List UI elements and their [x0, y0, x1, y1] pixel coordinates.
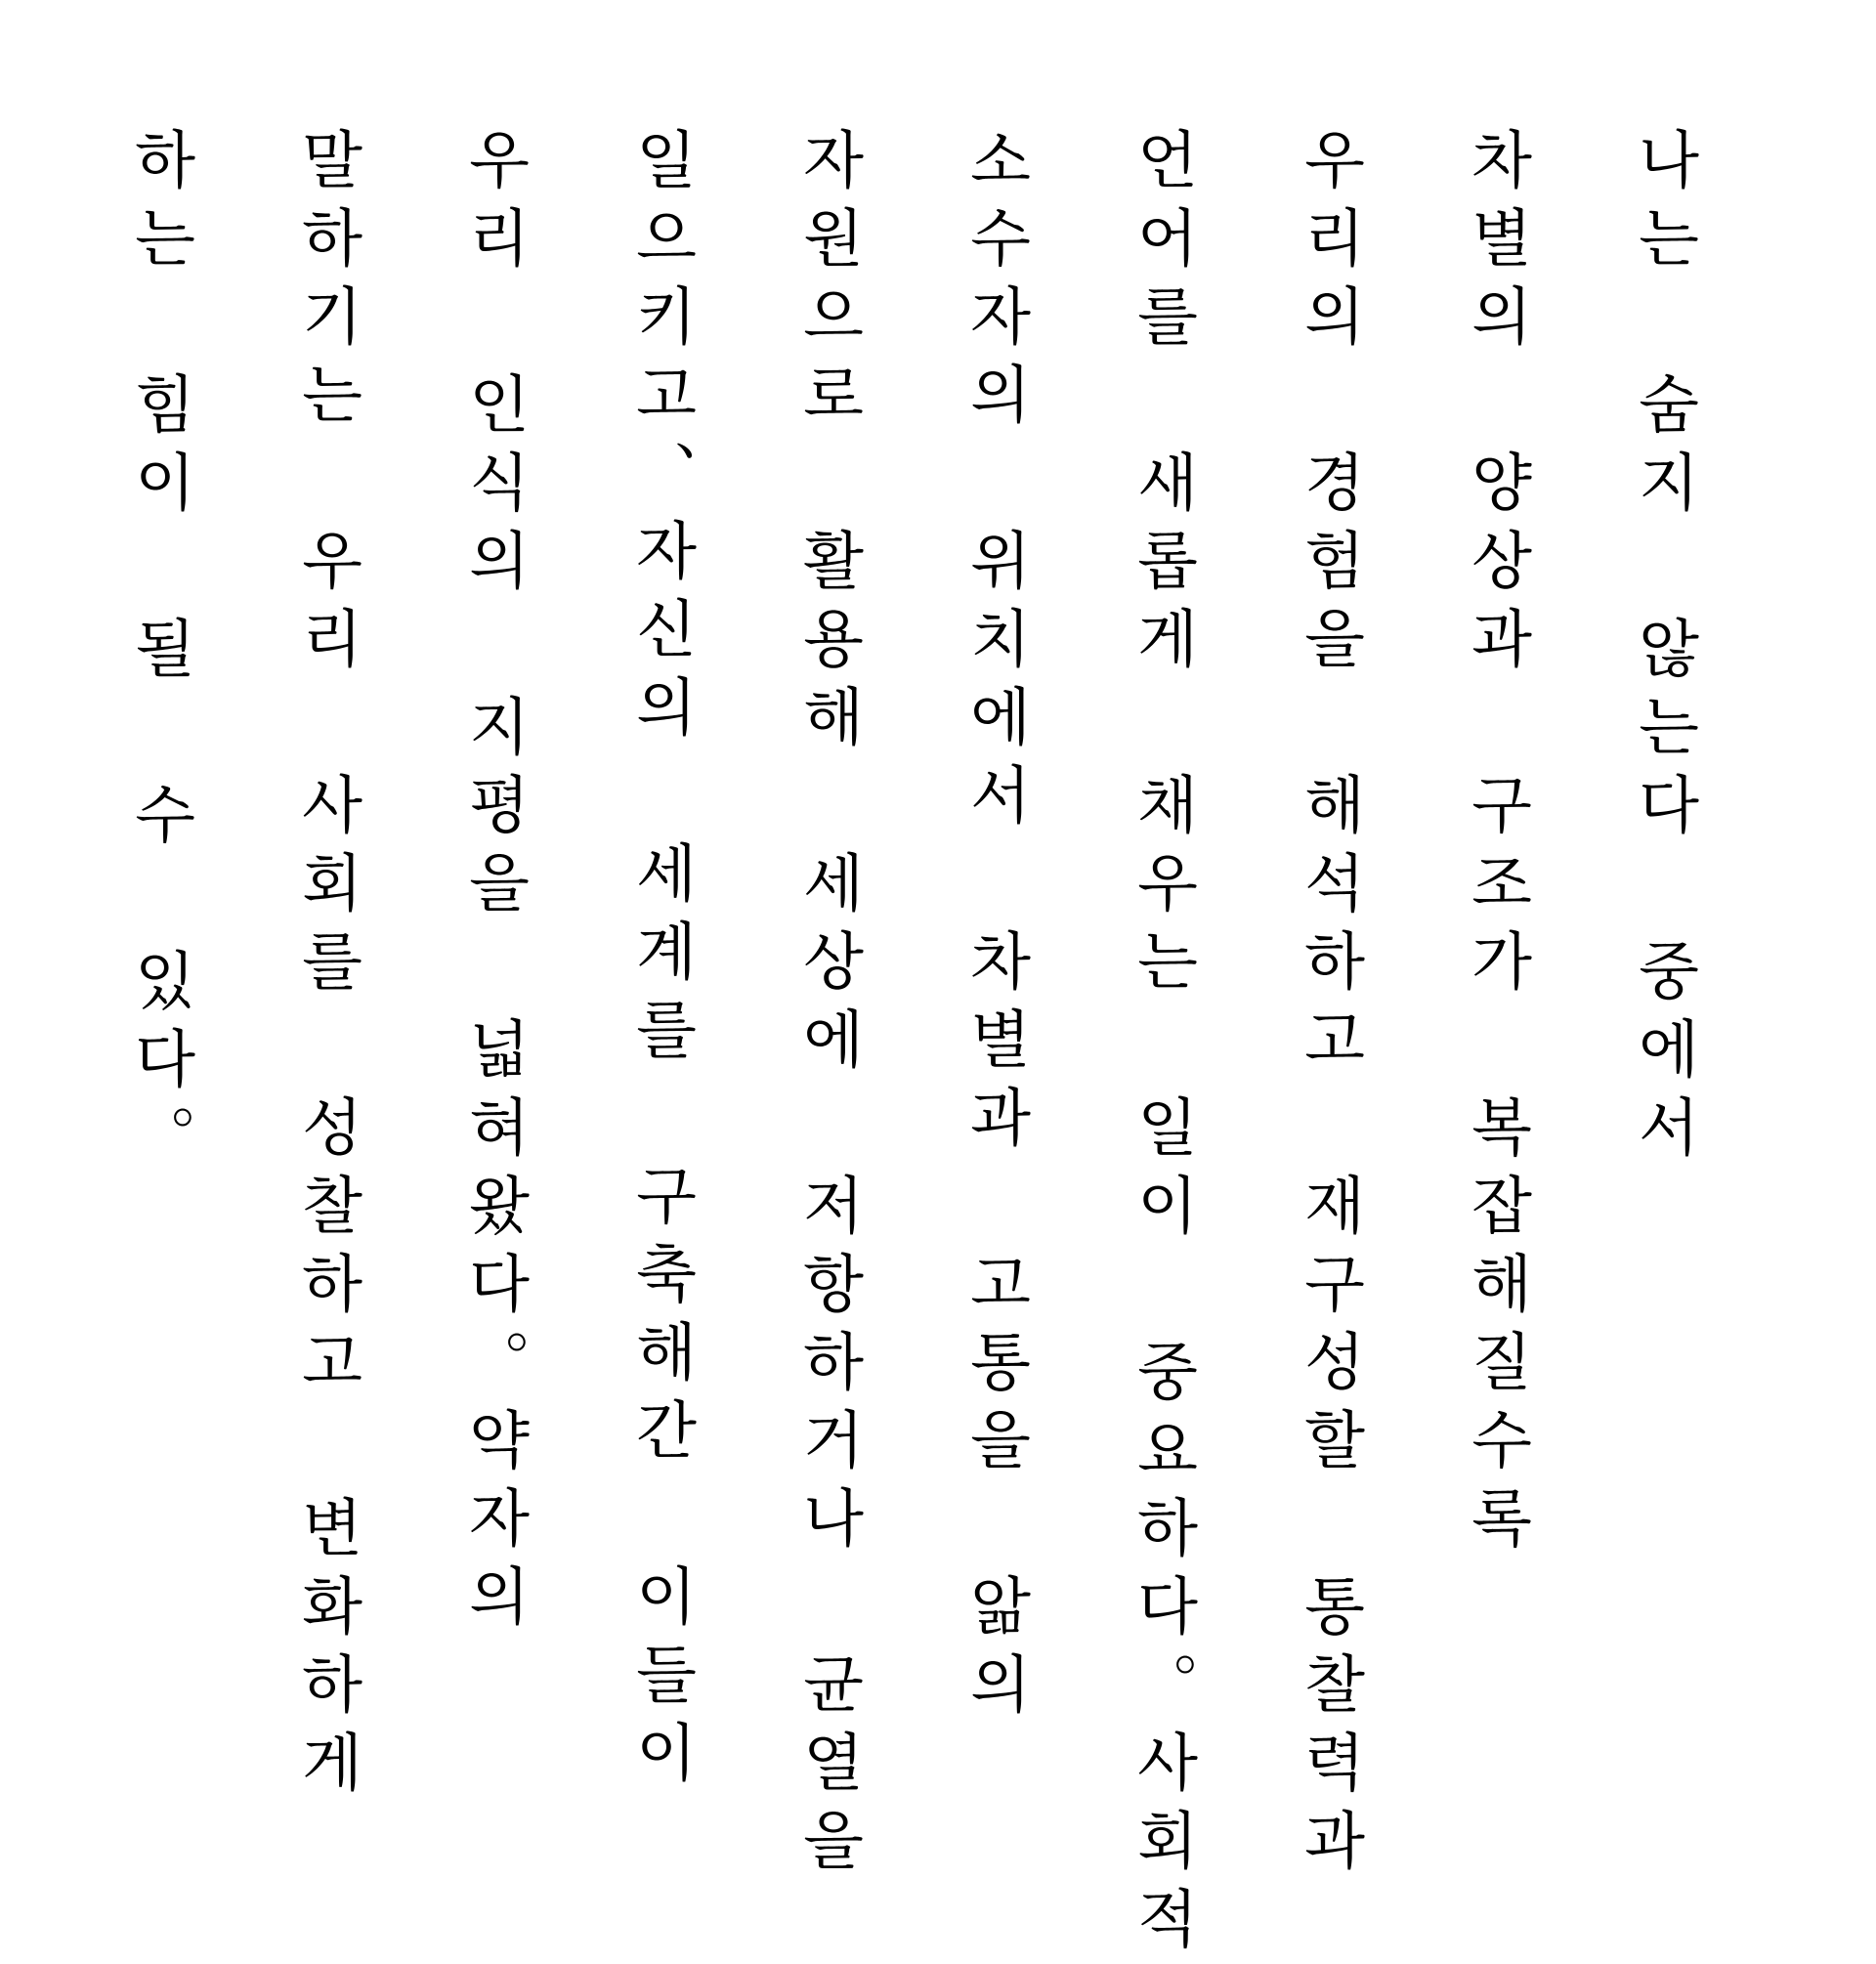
- text-column-1: 나는 숨지 않는다 중에서: [1627, 127, 1699, 1173]
- vertical-text-body: [75, 127, 1746, 1964]
- text-column-3: 우리의 경험을 해석하고 재구성할 통찰력과: [1293, 127, 1365, 1886]
- text-column-7: 일으키고、자신의 세계를 구축해간 이들이: [624, 127, 697, 1798]
- text-column-2: 차별의 양상과 구조가 복잡해질수록: [1460, 127, 1532, 1563]
- text-column-6: 자원으로 활용해 세상에 저항하거나 균열을: [791, 127, 864, 1886]
- text-column-10: 하는 힘이 될 수 있다。: [123, 127, 195, 1182]
- text-column-5: 소수자의 위치에서 차별과 고통을 앎의: [959, 127, 1031, 1729]
- text-column-8: 우리 인식의 지평을 넓혀왔다。약자의: [457, 127, 530, 1642]
- text-column-9: 말하기는 우리 사회를 성찰하고 변화하게: [290, 127, 362, 1808]
- text-column-4: 언어를 새롭게 채우는 일이 중요하다。사회적: [1126, 127, 1198, 1964]
